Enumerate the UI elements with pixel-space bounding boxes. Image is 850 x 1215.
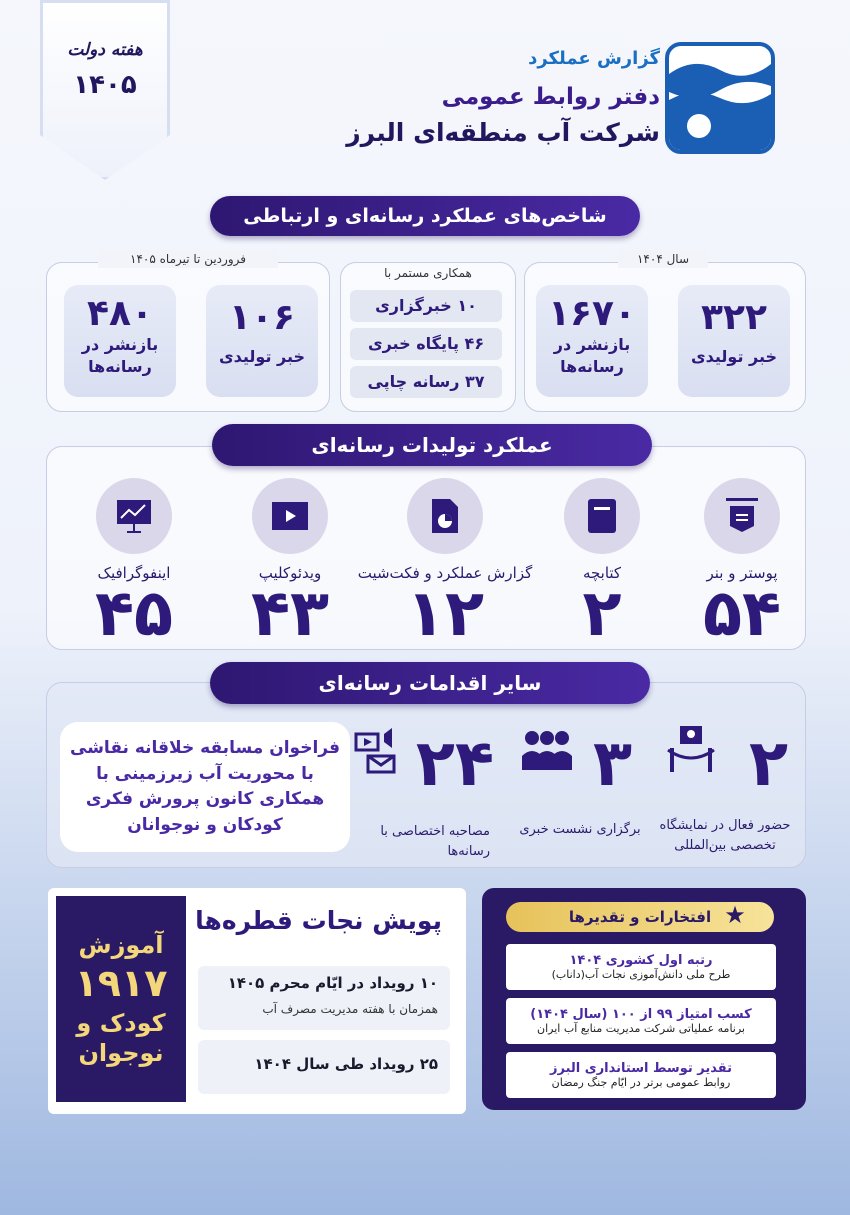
interview-icon <box>354 726 404 776</box>
report-value: ۱۲ <box>405 577 485 651</box>
collab-item-print: ۳۷ رسانه چاپی <box>350 366 502 398</box>
collab-item-sites: ۴۶ پایگاه خبری <box>350 328 502 360</box>
collab-item-agencies: ۱۰ خبرگزاری <box>350 290 502 322</box>
campaign-row1 <box>198 966 450 1030</box>
collab-label: همکاری مستمر با <box>384 266 472 280</box>
exhibition-value: ۲ <box>748 727 788 801</box>
company-logo <box>665 42 775 154</box>
education-line1: آموزش <box>78 931 164 960</box>
year-card-republish <box>536 285 648 397</box>
awards-title: افتخارات و تقدیرها <box>506 902 774 932</box>
exhibition-icon <box>666 724 716 774</box>
row1-value: ۱۰ <box>419 974 438 992</box>
banner-label: پوستر و بنر <box>706 564 778 582</box>
booklet-label: کتابچه <box>582 564 622 582</box>
interview-value: ۲۴ <box>415 727 494 801</box>
exhibition-label: حضور فعال در نمایشگاه تخصصی بین‌المللی <box>659 818 791 853</box>
section1-title: شاخص‌های عملکرد رسانه‌ای و ارتباطی <box>210 196 640 236</box>
year-republish-value: ۱۶۷۰ <box>548 293 636 334</box>
period-label: فروردین تا تیرماه ۱۴۰۵ <box>98 250 278 268</box>
year-news-label: خبر تولیدی <box>690 347 778 366</box>
period-card-republish <box>64 285 176 397</box>
award1-sub: طرح ملی دانش‌آموزی نجات آب(داناب) <box>551 968 731 981</box>
year-card-news <box>678 285 790 397</box>
book-icon <box>564 478 640 554</box>
header-line1: گزارش عملکرد <box>528 48 660 69</box>
competition-callout: فراخوان مسابقه خلاقانه نقاشی با محوریت آب زیرزمینی با همکاری کانون پرورش فکری کودکان و نوجوانان <box>60 722 350 852</box>
production-infographic <box>82 478 186 651</box>
education-panel <box>56 896 186 1102</box>
award-item-1 <box>506 944 776 990</box>
award3-sub: روابط عمومی برتر در ایّام جنگ رمضان <box>551 1076 731 1089</box>
banner-value: ۵۴ <box>702 577 782 651</box>
production-report <box>350 478 540 651</box>
campaign-row2 <box>198 1040 450 1094</box>
production-video <box>238 478 342 651</box>
header-line2: دفتر روابط عمومی <box>441 84 660 110</box>
education-value: ۱۹۱۷ <box>74 961 168 1006</box>
star-icon: ★ <box>724 901 746 929</box>
meeting-value: ۳ <box>592 727 632 801</box>
infographic-value: ۴۵ <box>94 577 174 651</box>
section2-title: عملکرد تولیدات رسانه‌ای <box>212 424 652 466</box>
ribbon-year: ۱۴۰۵ <box>73 70 137 100</box>
meeting-icon <box>520 728 574 772</box>
year-label: سال ۱۴۰۴ <box>618 250 708 268</box>
infographic-label: اینفوگرافیک <box>97 564 171 582</box>
ribbon-line1: هفته دولت <box>67 40 143 60</box>
row1-sub: همزمان با هفته مدیریت مصرف آب <box>262 1002 438 1016</box>
award3-title: تقدیر توسط استانداری البرز <box>550 1061 732 1076</box>
action-interview <box>350 722 500 862</box>
period-news-value: ۱۰۶ <box>229 297 295 338</box>
year-news-value: ۳۲۲ <box>701 297 767 338</box>
video-value: ۴۳ <box>250 577 330 651</box>
banner-icon <box>704 478 780 554</box>
infographic-icon <box>96 478 172 554</box>
video-icon <box>252 478 328 554</box>
row1-text: رویداد در ایّام محرم ۱۴۰۵ <box>227 974 415 992</box>
year-republish-label: بازنشر در رسانه‌ها <box>553 335 631 377</box>
education-line3: نوجوان <box>78 1038 164 1067</box>
row2-text: رویداد طی سال ۱۴۰۴ <box>254 1055 415 1073</box>
period-republish-label: بازنشر در رسانه‌ها <box>81 335 159 377</box>
campaign-title: پویش نجات قطره‌ها <box>195 906 442 935</box>
video-label: ویدئوکلیپ <box>258 564 322 582</box>
period-card-news <box>206 285 318 397</box>
period-republish-value: ۴۸۰ <box>87 293 153 334</box>
award1-title: رتبه اول کشوری ۱۴۰۴ <box>569 953 713 968</box>
period-news-label: خبر تولیدی <box>218 347 306 366</box>
award2-sub: برنامه عملیاتی شرکت مدیریت منابع آب ایران <box>537 1022 745 1035</box>
award-item-2 <box>506 998 776 1044</box>
booklet-value: ۲ <box>582 577 622 651</box>
award-item-3 <box>506 1052 776 1098</box>
interview-label: مصاحبه اختصاصی با رسانه‌ها <box>380 824 490 859</box>
education-line2: کودک و <box>76 1008 166 1037</box>
award2-title: کسب امتیاز ۹۹ از ۱۰۰ (سال ۱۴۰۴) <box>530 1007 752 1022</box>
action-meeting <box>510 722 650 862</box>
row2-value: ۲۵ <box>419 1055 438 1073</box>
section3-title: سایر اقدامات رسانه‌ای <box>210 662 650 704</box>
production-booklet <box>550 478 654 651</box>
report-icon <box>407 478 483 554</box>
header-line3: شرکت آب منطقه‌ای البرز <box>346 118 660 147</box>
production-banner <box>690 478 794 651</box>
meeting-label: برگزاری نشست خبری <box>519 822 641 837</box>
action-exhibition <box>650 722 800 862</box>
report-label: گزارش عملکرد و فکت‌شیت <box>357 564 533 582</box>
